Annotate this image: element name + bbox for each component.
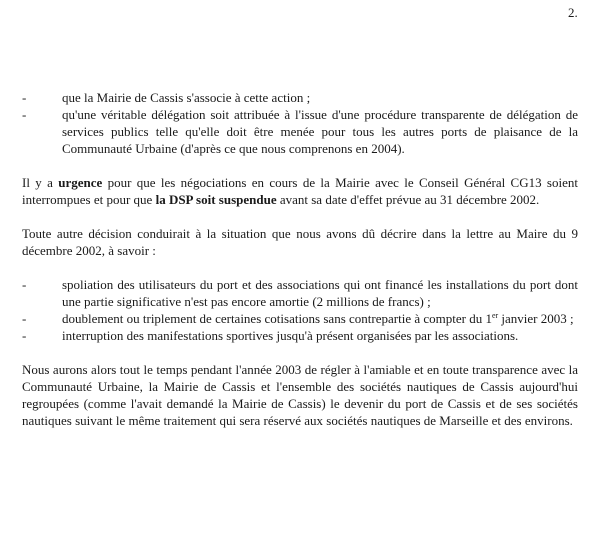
text-run: Il y a: [22, 175, 59, 190]
list-dash: -: [22, 107, 27, 122]
bold-dsp-suspendue: la DSP soit suspendue: [155, 192, 277, 207]
superscript-er: er: [491, 311, 499, 320]
urgency-paragraph: [22, 174, 578, 208]
list-item: [22, 327, 578, 344]
list-dash: -: [22, 90, 27, 105]
list-item-text: que la Mairie de Cassis s'associe à cette action ;: [62, 90, 311, 105]
closing-paragraph: Nous aurons alors tout le temps pendant l'année 2003 de régler à l'amiable et en toute transparence avec la Communauté Urbaine, la Mairie de Cassis et l'ensemble des sociétés nautiques de Cassis aujourd'hui regroupées (comme l'avait demandé la Mairie de Cassis) le devenir du port de Cassis et de ses sociétés nautiques suivant le même traitement qui sera réservé aux sociétés nautiques de Marseille et des environs.: [22, 362, 578, 428]
list-dash: -: [22, 277, 27, 292]
text-run: avant sa date d'effet prévue au 31 décembre 2002.: [276, 192, 540, 207]
list-dash: -: [22, 328, 27, 343]
decision-paragraph: Toute autre décision conduirait à la situation que nous avons dû décrire dans la lettre au Maire du 9 décembre 2002, à savoir :: [22, 226, 578, 258]
list-item: [22, 276, 578, 310]
list-item-text: interruption des manifestations sportives jusqu'à présent organisées par les associations.: [62, 328, 519, 343]
text-run: janvier 2003 ;: [498, 311, 574, 326]
list-item-text: [62, 310, 578, 327]
letter-body: [22, 89, 578, 429]
list-dash: -: [22, 311, 27, 326]
list-item-text: qu'une véritable délégation soit attribuée à l'issue d'une procédure transparente de délégation de services publics telle qu'elle doit être menée pour tous les autres ports de plaisance de la Communauté Urbaine (d'après ce que nous comprenons en 2004).: [62, 107, 578, 156]
list-item: [22, 89, 578, 106]
page-number: 2.: [568, 5, 578, 20]
list-item: [22, 106, 578, 157]
list-item: [22, 310, 578, 327]
list-item-text: spoliation des utilisateurs du port et des associations qui ont financé les installations du port dont une partie significative n'est pas encore amortie (2 millions de francs) ;: [62, 277, 578, 309]
text-run: pour que les négociations en cours de la Mairie avec le Conseil Général CG13 soient interrompues et pour que: [22, 175, 578, 207]
text-run: doublement ou triplement de certaines cotisations sans contrepartie à compter du 1: [62, 311, 492, 326]
bold-urgence: urgence: [58, 175, 103, 190]
